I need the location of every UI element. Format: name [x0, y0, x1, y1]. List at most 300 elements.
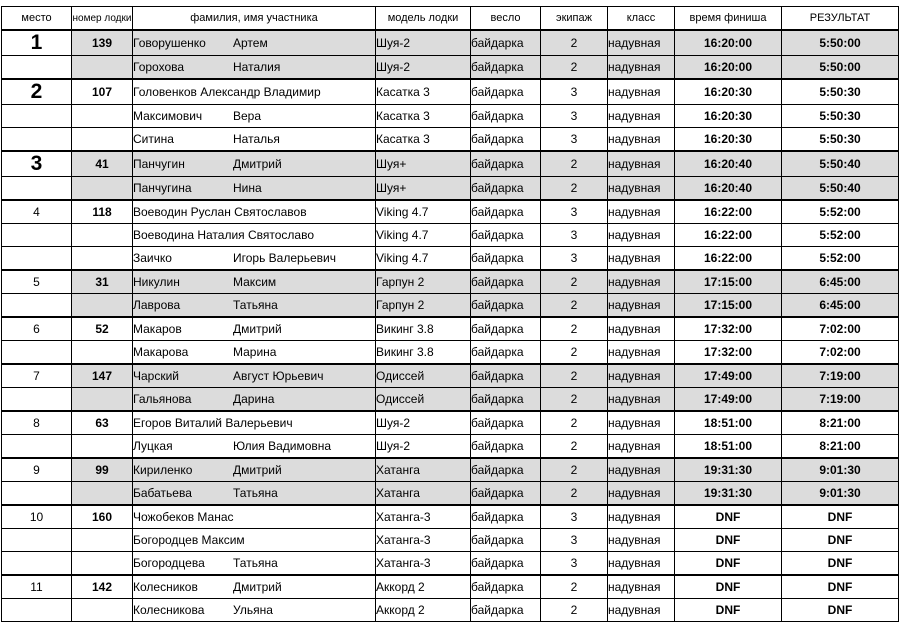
given-name: Максим	[233, 275, 277, 289]
table-row	[2, 294, 899, 318]
given-name: Артем	[233, 36, 268, 50]
place-cell	[2, 128, 72, 152]
crew-cell: 2	[541, 435, 608, 459]
boat-number-cell	[72, 177, 133, 201]
place-cell: 4	[2, 200, 72, 224]
place-cell: 1	[2, 30, 72, 56]
class-cell: надувная	[608, 435, 675, 459]
participant-name-cell	[133, 435, 376, 459]
participant-name-cell	[133, 599, 376, 622]
class-cell: надувная	[608, 411, 675, 435]
given-name: Дмитрий	[233, 463, 282, 477]
place-cell: 2	[2, 79, 72, 105]
boat-model-cell: Шуя-2	[376, 411, 471, 435]
boat-number-cell	[72, 294, 133, 318]
paddle-cell: байдарка	[471, 599, 541, 622]
crew-cell: 2	[541, 482, 608, 506]
table-row	[2, 482, 899, 506]
finish-time-cell: 18:51:00	[675, 411, 782, 435]
participant-name-cell	[133, 575, 376, 599]
table-row	[2, 364, 899, 388]
class-cell: надувная	[608, 151, 675, 177]
boat-model-cell: Одиссей	[376, 388, 471, 412]
given-name: Дмитрий	[233, 157, 282, 171]
participant-name-cell	[133, 294, 376, 318]
crew-cell: 2	[541, 177, 608, 201]
crew-cell: 3	[541, 224, 608, 247]
surname: Богородцев Максим	[133, 533, 245, 547]
boat-number-cell: 107	[72, 79, 133, 105]
table-row	[2, 200, 899, 224]
participant-name-cell	[133, 388, 376, 412]
boat-number-cell: 52	[72, 317, 133, 341]
crew-cell: 2	[541, 270, 608, 294]
boat-model-cell: Аккорд 2	[376, 599, 471, 622]
result-cell: 5:50:40	[782, 151, 899, 177]
boat-number-cell: 31	[72, 270, 133, 294]
surname: Егоров Виталий Валерьевич	[133, 416, 293, 430]
boat-model-cell: Шуя-2	[376, 435, 471, 459]
boat-number-cell	[72, 599, 133, 622]
place-cell	[2, 247, 72, 271]
boat-model-cell: Шуя-2	[376, 30, 471, 56]
crew-cell: 2	[541, 599, 608, 622]
given-name: Татьяна	[233, 298, 278, 312]
crew-cell: 3	[541, 505, 608, 529]
finish-time-cell: 16:22:00	[675, 200, 782, 224]
crew-cell: 3	[541, 200, 608, 224]
boat-number-cell: 147	[72, 364, 133, 388]
table-row	[2, 411, 899, 435]
participant-name-cell	[133, 200, 376, 224]
paddle-cell: байдарка	[471, 411, 541, 435]
boat-number-cell: 41	[72, 151, 133, 177]
given-name: Игорь Валерьевич	[233, 251, 336, 265]
boat-model-cell: Одиссей	[376, 364, 471, 388]
boat-model-cell: Хатанга-3	[376, 529, 471, 552]
participant-name-cell	[133, 56, 376, 80]
boat-model-cell: Хатанга	[376, 482, 471, 506]
finish-time-cell: 17:32:00	[675, 317, 782, 341]
paddle-cell: байдарка	[471, 105, 541, 128]
paddle-cell: байдарка	[471, 56, 541, 80]
boat-model-cell: Викинг 3.8	[376, 317, 471, 341]
class-cell: надувная	[608, 575, 675, 599]
table-row	[2, 151, 899, 177]
given-name: Вера	[233, 109, 262, 123]
paddle-cell: байдарка	[471, 151, 541, 177]
given-name: Нина	[233, 181, 262, 195]
paddle-cell: байдарка	[471, 529, 541, 552]
boat-model-cell: Хатанга-3	[376, 505, 471, 529]
header-result: РЕЗУЛЬТАТ	[782, 7, 899, 31]
place-cell	[2, 599, 72, 622]
class-cell: надувная	[608, 177, 675, 201]
surname: Панчугина	[133, 181, 192, 195]
place-cell	[2, 56, 72, 80]
finish-time-cell: 19:31:30	[675, 482, 782, 506]
class-cell: надувная	[608, 482, 675, 506]
given-name: Август Юрьевич	[233, 369, 324, 383]
paddle-cell: байдарка	[471, 79, 541, 105]
crew-cell: 3	[541, 79, 608, 105]
paddle-cell: байдарка	[471, 364, 541, 388]
class-cell: надувная	[608, 128, 675, 152]
result-cell: 8:21:00	[782, 411, 899, 435]
result-cell: 7:19:00	[782, 364, 899, 388]
result-cell: DNF	[782, 575, 899, 599]
crew-cell: 3	[541, 105, 608, 128]
crew-cell: 2	[541, 30, 608, 56]
surname: Говорушенко	[133, 36, 206, 50]
participant-name-cell	[133, 105, 376, 128]
results-table	[1, 6, 899, 622]
paddle-cell: байдарка	[471, 505, 541, 529]
paddle-cell: байдарка	[471, 341, 541, 365]
boat-number-cell	[72, 56, 133, 80]
finish-time-cell: 17:32:00	[675, 341, 782, 365]
paddle-cell: байдарка	[471, 177, 541, 201]
result-cell: 5:52:00	[782, 224, 899, 247]
result-cell: 5:50:00	[782, 30, 899, 56]
surname: Богородцева	[133, 556, 205, 570]
paddle-cell: байдарка	[471, 575, 541, 599]
surname: Чарский	[133, 369, 180, 383]
finish-time-cell: 16:20:30	[675, 105, 782, 128]
finish-time-cell: 16:20:30	[675, 128, 782, 152]
result-cell: 5:50:30	[782, 105, 899, 128]
finish-time-cell: 19:31:30	[675, 458, 782, 482]
participant-name-cell	[133, 364, 376, 388]
surname: Лаврова	[133, 298, 181, 312]
result-cell: DNF	[782, 552, 899, 576]
finish-time-cell: 16:20:00	[675, 30, 782, 56]
place-cell	[2, 105, 72, 128]
paddle-cell: байдарка	[471, 128, 541, 152]
crew-cell: 2	[541, 56, 608, 80]
result-cell: 7:02:00	[782, 341, 899, 365]
paddle-cell: байдарка	[471, 270, 541, 294]
header-paddle: весло	[471, 7, 541, 31]
boat-number-cell: 118	[72, 200, 133, 224]
place-cell	[2, 224, 72, 247]
boat-model-cell: Гарпун 2	[376, 294, 471, 318]
finish-time-cell: 16:20:40	[675, 151, 782, 177]
participant-name-cell	[133, 482, 376, 506]
crew-cell: 3	[541, 247, 608, 271]
finish-time-cell: 16:22:00	[675, 224, 782, 247]
boat-number-cell	[72, 247, 133, 271]
boat-number-cell: 63	[72, 411, 133, 435]
place-cell: 9	[2, 458, 72, 482]
place-cell: 6	[2, 317, 72, 341]
paddle-cell: байдарка	[471, 200, 541, 224]
participant-name-cell	[133, 529, 376, 552]
paddle-cell: байдарка	[471, 435, 541, 459]
crew-cell: 3	[541, 552, 608, 576]
paddle-cell: байдарка	[471, 458, 541, 482]
table-row	[2, 599, 899, 622]
result-cell: 5:52:00	[782, 200, 899, 224]
surname: Колесников	[133, 580, 198, 594]
paddle-cell: байдарка	[471, 247, 541, 271]
boat-number-cell	[72, 482, 133, 506]
given-name: Ульяна	[233, 603, 273, 617]
boat-model-cell: Хатанга-3	[376, 552, 471, 576]
finish-time-cell: 17:49:00	[675, 388, 782, 412]
boat-model-cell: Шуя+	[376, 177, 471, 201]
table-row	[2, 128, 899, 152]
place-cell	[2, 341, 72, 365]
paddle-cell: байдарка	[471, 388, 541, 412]
crew-cell: 2	[541, 151, 608, 177]
finish-time-cell: 16:22:00	[675, 247, 782, 271]
given-name: Юлия Вадимовна	[233, 439, 332, 453]
participant-name-cell	[133, 224, 376, 247]
boat-number-cell	[72, 552, 133, 576]
boat-number-cell	[72, 224, 133, 247]
paddle-cell: байдарка	[471, 482, 541, 506]
place-cell: 8	[2, 411, 72, 435]
class-cell: надувная	[608, 458, 675, 482]
surname: Воеводина Наталия Святославо	[133, 228, 315, 242]
participant-name-cell	[133, 177, 376, 201]
class-cell: надувная	[608, 552, 675, 576]
table-row	[2, 458, 899, 482]
table-row	[2, 505, 899, 529]
result-cell: DNF	[782, 505, 899, 529]
finish-time-cell: DNF	[675, 599, 782, 622]
table-row	[2, 552, 899, 576]
given-name: Татьяна	[233, 556, 278, 570]
class-cell: надувная	[608, 294, 675, 318]
finish-time-cell: 17:15:00	[675, 270, 782, 294]
participant-name-cell	[133, 128, 376, 152]
table-row	[2, 388, 899, 412]
result-cell: 5:50:40	[782, 177, 899, 201]
surname: Головенков Александр Владимир	[133, 85, 321, 99]
place-cell	[2, 529, 72, 552]
crew-cell: 2	[541, 294, 608, 318]
boat-number-cell	[72, 388, 133, 412]
table-row	[2, 247, 899, 271]
boat-number-cell: 142	[72, 575, 133, 599]
table-row	[2, 270, 899, 294]
paddle-cell: байдарка	[471, 552, 541, 576]
paddle-cell: байдарка	[471, 294, 541, 318]
result-cell: 5:50:30	[782, 79, 899, 105]
surname: Гальянова	[133, 392, 192, 406]
table-row	[2, 224, 899, 247]
finish-time-cell: DNF	[675, 552, 782, 576]
table-row	[2, 435, 899, 459]
result-cell: 8:21:00	[782, 435, 899, 459]
boat-number-cell: 99	[72, 458, 133, 482]
participant-name-cell	[133, 30, 376, 56]
table-row	[2, 177, 899, 201]
class-cell: надувная	[608, 505, 675, 529]
paddle-cell: байдарка	[471, 30, 541, 56]
table-row	[2, 317, 899, 341]
paddle-cell: байдарка	[471, 224, 541, 247]
boat-model-cell: Viking 4.7	[376, 247, 471, 271]
place-cell	[2, 435, 72, 459]
class-cell: надувная	[608, 529, 675, 552]
boat-model-cell: Аккорд 2	[376, 575, 471, 599]
surname: Бабатьева	[133, 486, 192, 500]
header-boat-model: модель лодки	[376, 7, 471, 31]
table-row	[2, 79, 899, 105]
given-name: Дарина	[233, 392, 275, 406]
result-cell: 9:01:30	[782, 482, 899, 506]
class-cell: надувная	[608, 247, 675, 271]
result-cell: DNF	[782, 529, 899, 552]
class-cell: надувная	[608, 270, 675, 294]
table-row	[2, 575, 899, 599]
place-cell	[2, 388, 72, 412]
participant-name-cell	[133, 79, 376, 105]
class-cell: надувная	[608, 599, 675, 622]
finish-time-cell: DNF	[675, 505, 782, 529]
participant-name-cell	[133, 411, 376, 435]
result-cell: 7:19:00	[782, 388, 899, 412]
surname: Воеводин Руслан Святославов	[133, 205, 307, 219]
result-cell: 5:50:30	[782, 128, 899, 152]
surname: Панчугин	[133, 157, 185, 171]
boat-number-cell	[72, 341, 133, 365]
boat-number-cell	[72, 529, 133, 552]
finish-time-cell: 16:20:40	[675, 177, 782, 201]
table-row	[2, 30, 899, 56]
boat-model-cell: Шуя-2	[376, 56, 471, 80]
boat-model-cell: Викинг 3.8	[376, 341, 471, 365]
header-class: класс	[608, 7, 675, 31]
class-cell: надувная	[608, 364, 675, 388]
given-name: Марина	[233, 345, 277, 359]
place-cell	[2, 294, 72, 318]
given-name: Татьяна	[233, 486, 278, 500]
table-row	[2, 105, 899, 128]
place-cell: 3	[2, 151, 72, 177]
surname: Макаров	[133, 322, 182, 336]
surname: Никулин	[133, 275, 180, 289]
result-cell: 6:45:00	[782, 270, 899, 294]
boat-number-cell: 160	[72, 505, 133, 529]
finish-time-cell: 18:51:00	[675, 435, 782, 459]
participant-name-cell	[133, 151, 376, 177]
boat-model-cell: Хатанга	[376, 458, 471, 482]
finish-time-cell: 16:20:30	[675, 79, 782, 105]
place-cell	[2, 177, 72, 201]
surname: Горохова	[133, 60, 185, 74]
boat-model-cell: Касатка 3	[376, 105, 471, 128]
finish-time-cell: 16:20:00	[675, 56, 782, 80]
place-cell	[2, 482, 72, 506]
boat-model-cell: Viking 4.7	[376, 224, 471, 247]
place-cell: 11	[2, 575, 72, 599]
table-row	[2, 56, 899, 80]
boat-model-cell: Касатка 3	[376, 128, 471, 152]
crew-cell: 2	[541, 341, 608, 365]
boat-number-cell	[72, 128, 133, 152]
crew-cell: 2	[541, 575, 608, 599]
result-cell: 9:01:30	[782, 458, 899, 482]
participant-name-cell	[133, 552, 376, 576]
header-finish-time: время финиша	[675, 7, 782, 31]
boat-model-cell: Viking 4.7	[376, 200, 471, 224]
header-name: фамилия, имя участника	[133, 7, 376, 31]
header-row	[2, 7, 899, 31]
given-name: Наталья	[233, 132, 280, 146]
surname: Чожобеков Манас	[133, 510, 234, 524]
crew-cell: 2	[541, 411, 608, 435]
surname: Колесникова	[133, 603, 205, 617]
place-cell: 5	[2, 270, 72, 294]
results-body	[2, 30, 899, 622]
given-name: Дмитрий	[233, 580, 282, 594]
boat-model-cell: Гарпун 2	[376, 270, 471, 294]
participant-name-cell	[133, 341, 376, 365]
place-cell: 7	[2, 364, 72, 388]
class-cell: надувная	[608, 200, 675, 224]
crew-cell: 2	[541, 317, 608, 341]
place-cell: 10	[2, 505, 72, 529]
paddle-cell: байдарка	[471, 317, 541, 341]
result-cell: 5:52:00	[782, 247, 899, 271]
header-boat-number: номер лодки	[72, 7, 133, 31]
boat-model-cell: Касатка 3	[376, 79, 471, 105]
participant-name-cell	[133, 458, 376, 482]
boat-number-cell	[72, 435, 133, 459]
surname: Ситина	[133, 132, 174, 146]
crew-cell: 2	[541, 458, 608, 482]
class-cell: надувная	[608, 56, 675, 80]
result-cell: DNF	[782, 599, 899, 622]
result-cell: 6:45:00	[782, 294, 899, 318]
boat-model-cell: Шуя+	[376, 151, 471, 177]
surname: Максимович	[133, 109, 203, 123]
boat-number-cell: 139	[72, 30, 133, 56]
class-cell: надувная	[608, 105, 675, 128]
finish-time-cell: DNF	[675, 575, 782, 599]
surname: Макарова	[133, 345, 189, 359]
surname: Заичко	[133, 251, 172, 265]
table-row	[2, 341, 899, 365]
class-cell: надувная	[608, 317, 675, 341]
result-cell: 7:02:00	[782, 317, 899, 341]
place-cell	[2, 552, 72, 576]
class-cell: надувная	[608, 79, 675, 105]
finish-time-cell: DNF	[675, 529, 782, 552]
participant-name-cell	[133, 317, 376, 341]
participant-name-cell	[133, 505, 376, 529]
table-row	[2, 529, 899, 552]
class-cell: надувная	[608, 224, 675, 247]
given-name: Наталия	[233, 60, 281, 74]
given-name: Дмитрий	[233, 322, 282, 336]
crew-cell: 3	[541, 529, 608, 552]
result-cell: 5:50:00	[782, 56, 899, 80]
finish-time-cell: 17:15:00	[675, 294, 782, 318]
surname: Луцкая	[133, 439, 173, 453]
header-place: место	[2, 7, 72, 31]
surname: Кириленко	[133, 463, 193, 477]
header-crew: экипаж	[541, 7, 608, 31]
boat-number-cell	[72, 105, 133, 128]
crew-cell: 2	[541, 388, 608, 412]
participant-name-cell	[133, 270, 376, 294]
participant-name-cell	[133, 247, 376, 271]
